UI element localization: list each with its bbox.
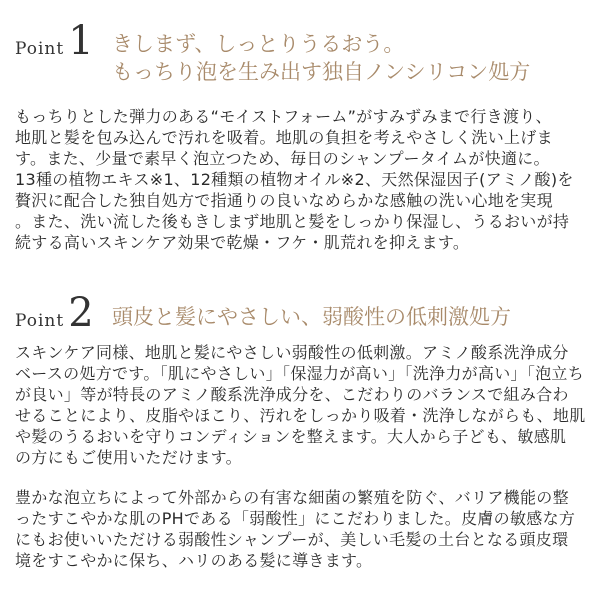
point-label: Point <box>15 39 65 59</box>
body-line: の方にもご使用いただけます。 <box>15 448 242 467</box>
title-line: もっちり泡を生み出す独自ノンシリコン処方 <box>112 60 531 84</box>
body-line: 贅沢に配合した独自処方で指通りの良いなめらかな感触の洗い心地を実現 <box>15 191 553 210</box>
body-line: や髪のうるおいを守りコンディションを整えます。大人から子ども、敏感肌 <box>15 427 567 446</box>
body-line: にもお使いいただける弱酸性シャンプーが、美しい毛髪の土台となる頭皮環 <box>15 530 569 549</box>
body-line: 境をすこやかに保ち、ハリのある髪に導きます。 <box>15 551 373 570</box>
point-number: 1 <box>68 18 94 64</box>
point-1-heading <box>15 18 94 64</box>
body-line: ったすこやかな肌のPHである「弱酸性」にこだわりました。皮膚の敏感な方 <box>15 509 576 528</box>
point-2-body <box>15 342 590 468</box>
point-2-heading <box>15 290 94 336</box>
point-label: Point <box>15 311 65 331</box>
point-2-title <box>112 303 511 331</box>
body-line: 13種の植物エキス※1、12種類の植物オイル※2、天然保湿因子(アミノ酸)を <box>15 170 574 189</box>
body-line: す。また、少量で素早く泡立つため、毎日のシャンプータイムが快適に。 <box>15 149 550 168</box>
body-line: せることにより、皮脂やほこり、汚れをしっかり吸着・洗浄しながらも、地肌 <box>15 406 586 425</box>
body-line: 続する高いスキンケア効果で乾燥・フケ・肌荒れを抑えます。 <box>15 233 470 252</box>
body-line: 豊かな泡立ちによって外部からの有害な細菌の繁殖を防ぐ、バリア機能の整 <box>15 488 569 507</box>
title-line: きしまず、しっとりうるおう。 <box>112 32 405 56</box>
body-line: 地肌と髪を包み込んで汚れを吸着。地肌の負担を考えやさしく洗い上げま <box>15 128 553 147</box>
body-line: もっちりとした弾力のある“モイストフォーム”がすみずみまで行き渡り、 <box>15 107 552 126</box>
title-line: 頭皮と髪にやさしい、弱酸性の低刺激処方 <box>112 305 511 329</box>
point-1-title <box>112 30 530 86</box>
body-line: スキンケア同様、地肌と髪にやさしい弱酸性の低刺激。アミノ酸系洗浄成分 <box>15 343 569 362</box>
body-line: が良い」等が特長のアミノ酸系洗浄成分を、こだわりのバランスで組み合わ <box>15 385 569 404</box>
body-line: 。また、洗い流した後もきしまず地肌と髪をしっかり保湿し、うるおいが持 <box>15 212 570 231</box>
body-line: ベースの処方です。「肌にやさしい」「保湿力が高い」「洗浄力が高い」「泡立ち <box>15 364 585 383</box>
point-number: 2 <box>68 290 94 336</box>
point-1-body <box>15 106 590 253</box>
point-2-body-2 <box>15 487 590 571</box>
